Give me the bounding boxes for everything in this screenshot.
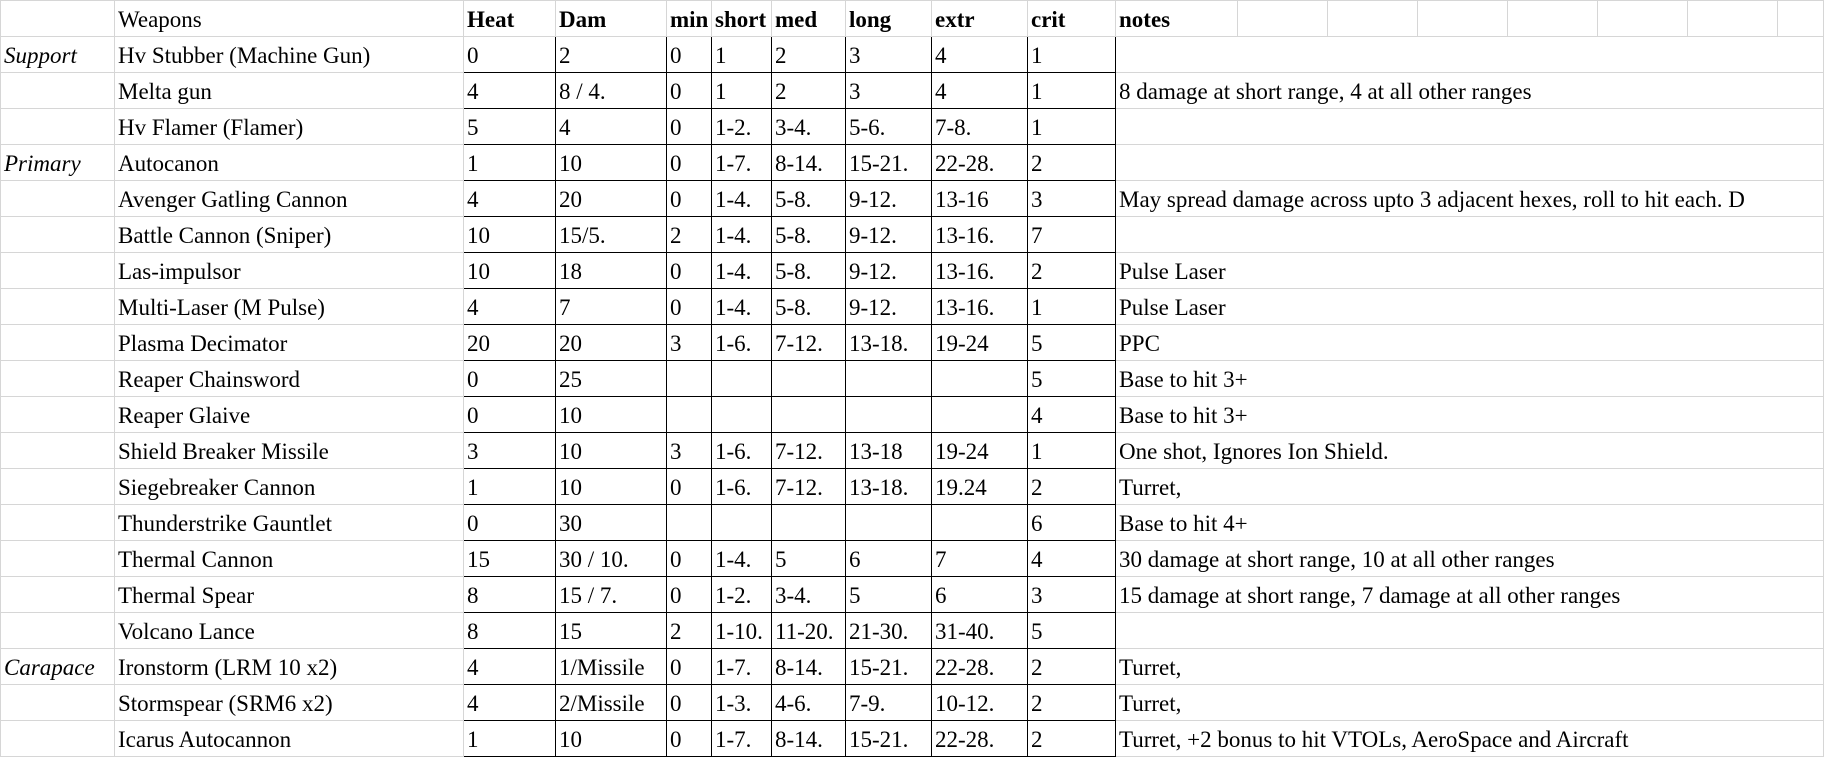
notes-cell[interactable]: Pulse Laser [1116,253,1824,289]
category-cell[interactable] [1,253,115,289]
category-cell[interactable] [1,577,115,613]
weapon-name-cell[interactable]: Reaper Chainsword [115,361,464,397]
dam-cell[interactable]: 25 [556,361,667,397]
weapon-row [1,253,1824,289]
dam-cell[interactable]: 10 [556,721,667,757]
long-cell[interactable]: 13-18 [846,433,932,469]
notes-cell[interactable]: Pulse Laser [1116,289,1824,325]
med-cell[interactable]: 11-20. [772,613,846,649]
short-cell[interactable]: 1-7. [712,649,772,685]
category-cell[interactable] [1,721,115,757]
extr-cell[interactable]: 13-16. [932,289,1028,325]
notes-cell[interactable]: PPC [1116,325,1824,361]
heat-cell[interactable]: 1 [464,469,556,505]
weapon-name-cell[interactable]: Melta gun [115,73,464,109]
category-cell[interactable] [1,541,115,577]
empty-cell[interactable] [1778,1,1824,37]
extr-cell[interactable]: 13-16. [932,217,1028,253]
med-cell[interactable]: 5-8. [772,289,846,325]
short-cell[interactable] [712,505,772,541]
heat-cell[interactable]: 8 [464,613,556,649]
heat-cell[interactable]: 20 [464,325,556,361]
med-cell[interactable]: 2 [772,37,846,73]
med-cell[interactable]: 8-14. [772,649,846,685]
empty-cell[interactable] [1508,1,1598,37]
heat-cell[interactable]: 4 [464,685,556,721]
weapon-name-cell[interactable]: Thermal Cannon [115,541,464,577]
long-cell[interactable]: 6 [846,541,932,577]
med-cell[interactable]: 8-14. [772,721,846,757]
heat-cell[interactable]: 1 [464,145,556,181]
weapon-row [1,181,1824,217]
min-cell[interactable]: 0 [667,469,712,505]
crit-cell[interactable]: 2 [1028,469,1116,505]
extr-cell[interactable]: 22-28. [932,145,1028,181]
notes-cell[interactable] [1116,37,1824,73]
empty-cell[interactable] [1238,1,1328,37]
header-extr[interactable]: extr [932,1,1028,37]
notes-cell[interactable]: Base to hit 3+ [1116,361,1824,397]
weapon-name-cell[interactable]: Hv Stubber (Machine Gun) [115,37,464,73]
heat-cell[interactable]: 4 [464,181,556,217]
weapon-row [1,577,1824,613]
short-cell[interactable]: 1-2. [712,109,772,145]
header-crit[interactable]: crit [1028,1,1116,37]
header-heat[interactable]: Heat [464,1,556,37]
dam-cell[interactable]: 2 [556,37,667,73]
weapon-row [1,649,1824,685]
med-cell[interactable] [772,397,846,433]
category-cell[interactable] [1,181,115,217]
crit-cell[interactable]: 1 [1028,109,1116,145]
heat-cell[interactable]: 4 [464,649,556,685]
long-cell[interactable]: 15-21. [846,721,932,757]
category-cell[interactable] [1,505,115,541]
notes-cell[interactable]: One shot, Ignores Ion Shield. [1116,433,1824,469]
med-cell[interactable]: 3-4. [772,577,846,613]
weapon-name-cell[interactable]: Avenger Gatling Cannon [115,181,464,217]
weapon-name-cell[interactable]: Hv Flamer (Flamer) [115,109,464,145]
min-cell[interactable]: 0 [667,289,712,325]
long-cell[interactable]: 21-30. [846,613,932,649]
min-cell[interactable]: 3 [667,433,712,469]
long-cell[interactable]: 3 [846,73,932,109]
category-cell[interactable] [1,361,115,397]
extr-cell[interactable] [932,361,1028,397]
notes-cell[interactable]: Base to hit 4+ [1116,505,1824,541]
crit-cell[interactable]: 1 [1028,37,1116,73]
weapon-row [1,217,1824,253]
short-cell[interactable]: 1-4. [712,181,772,217]
weapon-row [1,325,1824,361]
crit-cell[interactable]: 1 [1028,73,1116,109]
notes-cell[interactable]: 8 damage at short range, 4 at all other ranges [1116,73,1824,109]
category-cell[interactable] [1,289,115,325]
min-cell[interactable]: 0 [667,685,712,721]
med-cell[interactable]: 5 [772,541,846,577]
weapon-row [1,505,1824,541]
short-cell[interactable]: 1-4. [712,289,772,325]
heat-cell[interactable]: 15 [464,541,556,577]
dam-cell[interactable]: 10 [556,469,667,505]
dam-cell[interactable]: 7 [556,289,667,325]
dam-cell[interactable]: 18 [556,253,667,289]
med-cell[interactable]: 4-6. [772,685,846,721]
extr-cell[interactable]: 22-28. [932,649,1028,685]
min-cell[interactable]: 0 [667,721,712,757]
weapon-row [1,109,1824,145]
heat-cell[interactable]: 4 [464,73,556,109]
category-cell[interactable] [1,433,115,469]
crit-cell[interactable]: 2 [1028,145,1116,181]
category-cell[interactable] [1,469,115,505]
category-cell[interactable]: Carapace [1,649,115,685]
short-cell[interactable]: 1-6. [712,325,772,361]
heat-cell[interactable]: 10 [464,253,556,289]
short-cell[interactable] [712,397,772,433]
weapon-row [1,289,1824,325]
weapon-name-cell[interactable]: Shield Breaker Missile [115,433,464,469]
weapon-name-cell[interactable]: Plasma Decimator [115,325,464,361]
min-cell[interactable]: 0 [667,181,712,217]
extr-cell[interactable] [932,397,1028,433]
extr-cell[interactable]: 19-24 [932,325,1028,361]
weapon-row [1,145,1824,181]
weapon-name-cell[interactable]: Las-impulsor [115,253,464,289]
heat-cell[interactable]: 5 [464,109,556,145]
long-cell[interactable]: 5-6. [846,109,932,145]
min-cell[interactable]: 0 [667,37,712,73]
dam-cell[interactable]: 30 / 10. [556,541,667,577]
long-cell[interactable]: 15-21. [846,145,932,181]
weapon-row [1,721,1824,757]
long-cell[interactable]: 15-21. [846,649,932,685]
med-cell[interactable] [772,505,846,541]
extr-cell[interactable]: 19.24 [932,469,1028,505]
dam-cell[interactable]: 15/5. [556,217,667,253]
crit-cell[interactable]: 6 [1028,505,1116,541]
min-cell[interactable]: 0 [667,577,712,613]
category-cell[interactable] [1,613,115,649]
weapon-row [1,361,1824,397]
min-cell[interactable] [667,505,712,541]
min-cell[interactable]: 3 [667,325,712,361]
extr-cell[interactable]: 7-8. [932,109,1028,145]
extr-cell[interactable]: 7 [932,541,1028,577]
extr-cell[interactable]: 4 [932,73,1028,109]
category-cell[interactable] [1,685,115,721]
extr-cell[interactable] [932,505,1028,541]
heat-cell[interactable]: 0 [464,505,556,541]
extr-cell[interactable]: 22-28. [932,721,1028,757]
empty-cell[interactable] [1598,1,1688,37]
category-cell[interactable] [1,109,115,145]
extr-cell[interactable]: 6 [932,577,1028,613]
weapon-name-cell[interactable]: Reaper Glaive [115,397,464,433]
long-cell[interactable]: 5 [846,577,932,613]
notes-cell[interactable] [1116,613,1824,649]
heat-cell[interactable]: 0 [464,397,556,433]
empty-cell[interactable] [1328,1,1418,37]
header-row [1,1,1824,37]
long-cell[interactable]: 9-12. [846,181,932,217]
long-cell[interactable]: 13-18. [846,469,932,505]
heat-cell[interactable]: 8 [464,577,556,613]
header-short[interactable]: short [712,1,772,37]
weapon-row [1,613,1824,649]
min-cell[interactable]: 0 [667,145,712,181]
short-cell[interactable]: 1-4. [712,217,772,253]
min-cell[interactable] [667,361,712,397]
long-cell[interactable]: 3 [846,37,932,73]
long-cell[interactable]: 13-18. [846,325,932,361]
short-cell[interactable]: 1-6. [712,433,772,469]
category-cell[interactable] [1,397,115,433]
dam-cell[interactable]: 15 / 7. [556,577,667,613]
category-cell[interactable]: Primary [1,145,115,181]
short-cell[interactable]: 1-4. [712,253,772,289]
min-cell[interactable]: 0 [667,541,712,577]
notes-cell[interactable] [1116,145,1824,181]
dam-cell[interactable]: 15 [556,613,667,649]
crit-cell[interactable]: 5 [1028,325,1116,361]
short-cell[interactable]: 1-6. [712,469,772,505]
crit-cell[interactable]: 4 [1028,397,1116,433]
category-cell[interactable]: Support [1,37,115,73]
notes-cell[interactable]: Turret, +2 bonus to hit VTOLs, AeroSpace and Aircraft [1116,721,1824,757]
short-cell[interactable]: 1-10. [712,613,772,649]
med-cell[interactable]: 5-8. [772,253,846,289]
crit-cell[interactable]: 5 [1028,613,1116,649]
dam-cell[interactable]: 20 [556,325,667,361]
heat-cell[interactable]: 10 [464,217,556,253]
weapon-row [1,397,1824,433]
crit-cell[interactable]: 2 [1028,253,1116,289]
weapon-name-cell[interactable]: Stormspear (SRM6 x2) [115,685,464,721]
short-cell[interactable] [712,361,772,397]
crit-cell[interactable]: 1 [1028,433,1116,469]
header-dam[interactable]: Dam [556,1,667,37]
extr-cell[interactable]: 19-24 [932,433,1028,469]
med-cell[interactable]: 8-14. [772,145,846,181]
min-cell[interactable]: 2 [667,217,712,253]
dam-cell[interactable]: 1/Missile [556,649,667,685]
med-cell[interactable]: 7-12. [772,325,846,361]
extr-cell[interactable]: 13-16. [932,253,1028,289]
extr-cell[interactable]: 13-16 [932,181,1028,217]
long-cell[interactable]: 9-12. [846,253,932,289]
crit-cell[interactable]: 1 [1028,289,1116,325]
heat-cell[interactable]: 1 [464,721,556,757]
short-cell[interactable]: 1-3. [712,685,772,721]
short-cell[interactable]: 1-7. [712,721,772,757]
category-cell[interactable] [1,325,115,361]
notes-cell[interactable] [1116,217,1824,253]
header-category-cell[interactable] [1,1,115,37]
notes-cell[interactable]: Turret, [1116,685,1824,721]
long-cell[interactable]: 9-12. [846,217,932,253]
notes-cell[interactable]: Base to hit 3+ [1116,397,1824,433]
category-cell[interactable] [1,73,115,109]
long-cell[interactable] [846,397,932,433]
notes-cell[interactable]: May spread damage across upto 3 adjacent hexes, roll to hit each. D [1116,181,1824,217]
dam-cell[interactable]: 20 [556,181,667,217]
weapon-name-cell[interactable]: Battle Cannon (Sniper) [115,217,464,253]
min-cell[interactable]: 0 [667,73,712,109]
long-cell[interactable]: 7-9. [846,685,932,721]
min-cell[interactable]: 0 [667,253,712,289]
med-cell[interactable] [772,361,846,397]
long-cell[interactable]: 9-12. [846,289,932,325]
empty-cell[interactable] [1688,1,1778,37]
weapon-row [1,541,1824,577]
short-cell[interactable]: 1-4. [712,541,772,577]
empty-cell[interactable] [1418,1,1508,37]
weapon-name-cell[interactable]: Thunderstrike Gauntlet [115,505,464,541]
dam-cell[interactable]: 2/Missile [556,685,667,721]
weapon-name-cell[interactable]: Volcano Lance [115,613,464,649]
min-cell[interactable]: 0 [667,109,712,145]
notes-cell[interactable] [1116,109,1824,145]
med-cell[interactable]: 7-12. [772,469,846,505]
category-cell[interactable] [1,217,115,253]
crit-cell[interactable]: 2 [1028,721,1116,757]
dam-cell[interactable]: 8 / 4. [556,73,667,109]
weapon-row [1,469,1824,505]
weapon-row [1,37,1824,73]
weapon-name-cell[interactable]: Ironstorm (LRM 10 x2) [115,649,464,685]
med-cell[interactable]: 5-8. [772,217,846,253]
weapon-name-cell[interactable]: Siegebreaker Cannon [115,469,464,505]
weapon-row [1,685,1824,721]
weapon-name-cell[interactable]: Thermal Spear [115,577,464,613]
min-cell[interactable]: 2 [667,613,712,649]
header-min[interactable]: min [667,1,712,37]
short-cell[interactable]: 1 [712,73,772,109]
heat-cell[interactable]: 4 [464,289,556,325]
med-cell[interactable]: 3-4. [772,109,846,145]
crit-cell[interactable]: 7 [1028,217,1116,253]
crit-cell[interactable]: 3 [1028,181,1116,217]
weapon-name-cell[interactable]: Multi-Laser (M Pulse) [115,289,464,325]
min-cell[interactable]: 0 [667,649,712,685]
long-cell[interactable] [846,505,932,541]
header-med[interactable]: med [772,1,846,37]
short-cell[interactable]: 1-2. [712,577,772,613]
med-cell[interactable]: 2 [772,73,846,109]
weapon-row [1,433,1824,469]
med-cell[interactable]: 5-8. [772,181,846,217]
dam-cell[interactable]: 30 [556,505,667,541]
dam-cell[interactable]: 4 [556,109,667,145]
header-weapons[interactable]: Weapons [115,1,464,37]
crit-cell[interactable]: 2 [1028,649,1116,685]
weapon-name-cell[interactable]: Icarus Autocannon [115,721,464,757]
med-cell[interactable]: 7-12. [772,433,846,469]
extr-cell[interactable]: 4 [932,37,1028,73]
min-cell[interactable] [667,397,712,433]
notes-cell[interactable]: Turret, [1116,469,1824,505]
dam-cell[interactable]: 10 [556,433,667,469]
notes-cell[interactable]: Turret, [1116,649,1824,685]
notes-cell[interactable]: 15 damage at short range, 7 damage at all other ranges [1116,577,1824,613]
crit-cell[interactable]: 5 [1028,361,1116,397]
header-long[interactable]: long [846,1,932,37]
heat-cell[interactable]: 0 [464,37,556,73]
heat-cell[interactable]: 3 [464,433,556,469]
dam-cell[interactable]: 10 [556,397,667,433]
extr-cell[interactable]: 31-40. [932,613,1028,649]
crit-cell[interactable]: 3 [1028,577,1116,613]
extr-cell[interactable]: 10-12. [932,685,1028,721]
short-cell[interactable]: 1-7. [712,145,772,181]
weapon-row [1,73,1824,109]
crit-cell[interactable]: 4 [1028,541,1116,577]
notes-cell[interactable]: 30 damage at short range, 10 at all other ranges [1116,541,1824,577]
crit-cell[interactable]: 2 [1028,685,1116,721]
header-notes[interactable]: notes [1116,1,1238,37]
long-cell[interactable] [846,361,932,397]
short-cell[interactable]: 1 [712,37,772,73]
weapon-name-cell[interactable]: Autocanon [115,145,464,181]
heat-cell[interactable]: 0 [464,361,556,397]
dam-cell[interactable]: 10 [556,145,667,181]
